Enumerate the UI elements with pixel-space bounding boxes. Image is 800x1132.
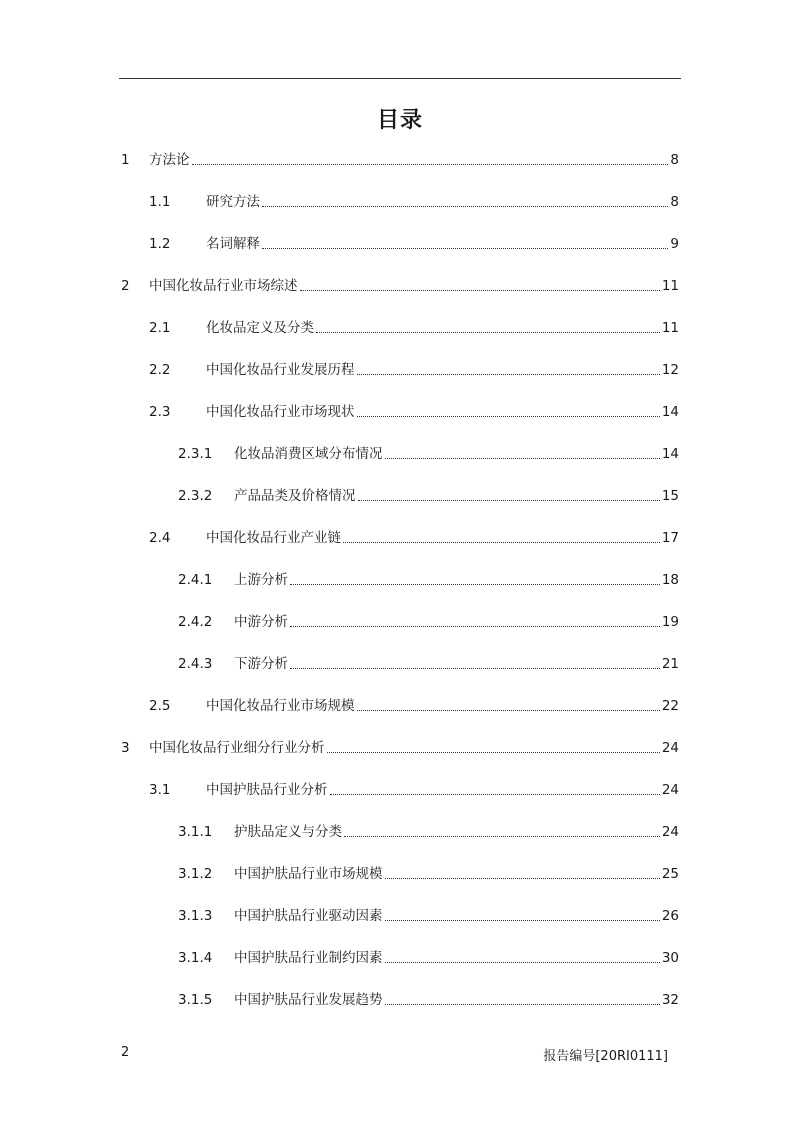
toc-entry-title: 中国化妆品行业市场现状 bbox=[206, 404, 355, 420]
toc-entry[interactable] bbox=[178, 444, 679, 464]
toc-entry[interactable] bbox=[149, 528, 679, 548]
toc-entry[interactable] bbox=[178, 990, 679, 1010]
toc-entry-page: 18 bbox=[661, 572, 679, 588]
toc-leader-dots bbox=[385, 962, 660, 963]
toc-leader-dots bbox=[290, 584, 660, 585]
toc-entry-title: 中国护肤品行业分析 bbox=[206, 782, 328, 798]
toc-entry-number: 3.1.5 bbox=[178, 992, 213, 1008]
toc-entry-title: 方法论 bbox=[149, 152, 190, 168]
toc-entry-title: 化妆品定义及分类 bbox=[206, 320, 314, 336]
toc-title: 目录 bbox=[376, 108, 423, 133]
toc-entry-page: 25 bbox=[661, 866, 679, 882]
toc-entry[interactable] bbox=[178, 864, 679, 884]
toc-entry-title: 名词解释 bbox=[206, 236, 260, 252]
toc-entry-title: 中国化妆品行业细分行业分析 bbox=[149, 740, 325, 756]
toc-entry-number: 3.1.4 bbox=[178, 950, 213, 966]
footer-report-number: 报告编号[20RI0111] bbox=[543, 1049, 668, 1064]
toc-leader-dots bbox=[385, 878, 660, 879]
toc-entry-page: 15 bbox=[661, 488, 679, 504]
toc-entry-title: 化妆品消费区域分布情况 bbox=[234, 446, 383, 462]
toc-leader-dots bbox=[330, 794, 660, 795]
toc-entry-title: 中国护肤品行业驱动因素 bbox=[234, 908, 383, 924]
toc-entry-title: 下游分析 bbox=[234, 656, 288, 672]
toc-entry-number: 2.4.1 bbox=[178, 572, 213, 588]
toc-leader-dots bbox=[327, 752, 660, 753]
toc-entry-title: 中国护肤品行业制约因素 bbox=[234, 950, 383, 966]
toc-entry-number: 2.3.2 bbox=[178, 488, 213, 504]
toc-entry-number: 3.1.2 bbox=[178, 866, 213, 882]
toc-entry-page: 8 bbox=[670, 194, 679, 210]
toc-leader-dots bbox=[344, 836, 660, 837]
toc-entry-title: 护肤品定义与分类 bbox=[234, 824, 342, 840]
toc-leader-dots bbox=[357, 416, 660, 417]
toc-entry[interactable] bbox=[149, 696, 679, 716]
header-rule bbox=[119, 78, 681, 79]
toc-leader-dots bbox=[357, 374, 660, 375]
toc-entry[interactable] bbox=[121, 150, 679, 170]
toc-entry-title: 中国化妆品行业市场规模 bbox=[206, 698, 355, 714]
toc-entry-title: 中国化妆品行业产业链 bbox=[206, 530, 341, 546]
toc-entry-page: 14 bbox=[661, 404, 679, 420]
footer-page-number: 2 bbox=[121, 1045, 130, 1060]
toc-entry-title: 中国护肤品行业发展趋势 bbox=[234, 992, 383, 1008]
toc-entry-title: 上游分析 bbox=[234, 572, 288, 588]
toc-entry-number: 1.2 bbox=[149, 236, 171, 252]
toc-entry[interactable] bbox=[178, 906, 679, 926]
toc-entry[interactable] bbox=[149, 318, 679, 338]
toc-entry-page: 22 bbox=[661, 698, 679, 714]
toc-entry[interactable] bbox=[178, 822, 679, 842]
toc-entry[interactable] bbox=[121, 276, 679, 296]
toc-entry-number: 2.5 bbox=[149, 698, 171, 714]
toc-entry-number: 2.1 bbox=[149, 320, 171, 336]
toc-entry-number: 2.4.2 bbox=[178, 614, 213, 630]
toc-leader-dots bbox=[385, 920, 660, 921]
toc-entry-number: 2.3.1 bbox=[178, 446, 213, 462]
toc-leader-dots bbox=[316, 332, 660, 333]
toc-entry-number: 3.1 bbox=[149, 782, 171, 798]
toc-leader-dots bbox=[385, 458, 660, 459]
toc-leader-dots bbox=[358, 500, 660, 501]
toc-entry-title: 产品品类及价格情况 bbox=[234, 488, 356, 504]
toc-entry-number: 2.2 bbox=[149, 362, 171, 378]
toc-entry-number: 1 bbox=[121, 152, 130, 168]
toc-entry-page: 26 bbox=[661, 908, 679, 924]
toc-entry[interactable] bbox=[149, 192, 679, 212]
toc-entry[interactable] bbox=[121, 738, 679, 758]
toc-entry-page: 17 bbox=[661, 530, 679, 546]
toc-entry-page: 11 bbox=[661, 320, 679, 336]
toc-entry-page: 24 bbox=[661, 824, 679, 840]
toc-entry[interactable] bbox=[149, 234, 679, 254]
toc-entry-number: 1.1 bbox=[149, 194, 171, 210]
toc-entry[interactable] bbox=[149, 402, 679, 422]
toc-entry-page: 30 bbox=[661, 950, 679, 966]
toc-entry-title: 中国化妆品行业市场综述 bbox=[149, 278, 298, 294]
toc-leader-dots bbox=[290, 668, 660, 669]
toc-entry-page: 9 bbox=[670, 236, 679, 252]
toc-entry-title: 中国护肤品行业市场规模 bbox=[234, 866, 383, 882]
toc-entry-page: 11 bbox=[661, 278, 679, 294]
toc-entry[interactable] bbox=[178, 570, 679, 590]
toc-entry-page: 24 bbox=[661, 740, 679, 756]
toc-entry-number: 3.1.1 bbox=[178, 824, 213, 840]
toc-entry-number: 3.1.3 bbox=[178, 908, 213, 924]
toc-entry-title: 研究方法 bbox=[206, 194, 260, 210]
toc-entry[interactable] bbox=[178, 654, 679, 674]
toc-leader-dots bbox=[385, 1004, 660, 1005]
toc-entry-page: 19 bbox=[661, 614, 679, 630]
toc-entry-number: 2.3 bbox=[149, 404, 171, 420]
toc-entry-number: 2.4 bbox=[149, 530, 171, 546]
toc-entry[interactable] bbox=[178, 612, 679, 632]
toc-entry-title: 中国化妆品行业发展历程 bbox=[206, 362, 355, 378]
toc-entry-page: 24 bbox=[661, 782, 679, 798]
toc-entry-title: 中游分析 bbox=[234, 614, 288, 630]
toc-leader-dots bbox=[343, 542, 660, 543]
toc-entry-page: 32 bbox=[661, 992, 679, 1008]
toc-entry[interactable] bbox=[178, 948, 679, 968]
toc-entry-page: 12 bbox=[661, 362, 679, 378]
toc-entry-number: 2 bbox=[121, 278, 130, 294]
toc-leader-dots bbox=[262, 206, 668, 207]
toc-leader-dots bbox=[290, 626, 660, 627]
toc-entry-page: 14 bbox=[661, 446, 679, 462]
toc-leader-dots bbox=[357, 710, 660, 711]
toc-entry-number: 3 bbox=[121, 740, 130, 756]
toc-leader-dots bbox=[192, 164, 669, 165]
toc-entry-page: 21 bbox=[661, 656, 679, 672]
toc-entry-page: 8 bbox=[670, 152, 679, 168]
toc-entry[interactable] bbox=[149, 780, 679, 800]
toc-leader-dots bbox=[300, 290, 660, 291]
toc-entry[interactable] bbox=[178, 486, 679, 506]
toc-entry[interactable] bbox=[149, 360, 679, 380]
toc-entry-number: 2.4.3 bbox=[178, 656, 213, 672]
toc-leader-dots bbox=[262, 248, 668, 249]
